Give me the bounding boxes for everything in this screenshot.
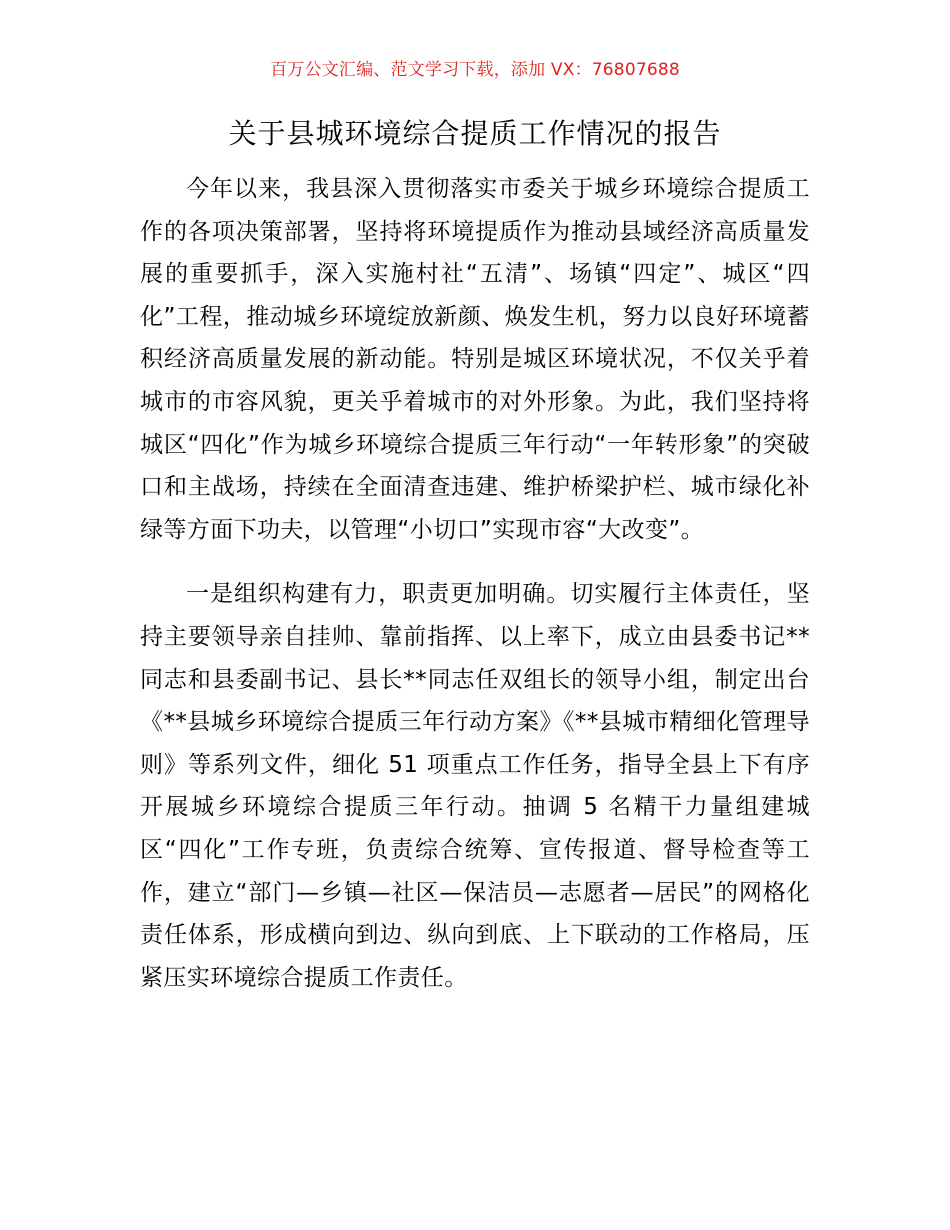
body-paragraph-intro: 今年以来，我县深入贯彻落实市委关于城乡环境综合提质工作的各项决策部署，坚持将环境提质作为推动县域经济高质量发展的重要抓手，深入实施村社“五清”、场镇“四定”、城区“四化”工程，推动城乡环境绽放新颜、焕发生机，努力以良好环境蓄积经济高质量发展的新动能。特别是城区环境状况，不仅关乎着城市的市容风貌，更关乎着城市的对外形象。为此，我们坚持将城区“四化”作为城乡环境综合提质三年行动“一年转形象”的突破口和主战场，持续在全面清查违建、维护桥梁护栏、城市绿化补绿等方面下功夫，以管理“小切口”实现市容“大改变”。 (140, 176, 810, 543)
header-watermark-note: 百万公文汇编、范文学习下载，添加 VX：76807688 (270, 60, 680, 80)
document-title: 关于县城环境综合提质工作情况的报告 (228, 117, 722, 150)
body-paragraph-organization: 一是组织构建有力，职责更加明确。切实履行主体责任，坚持主要领导亲自挂帅、靠前指挥、以上率下，成立由县委书记**同志和县委副书记、县长**同志任双组长的领导小组，制定出台《**县城乡环境综合提质三年行动方案》《**县城市精细化管理导则》等系列文件，细化 51 项重点工作任务，指导全县上下有序开展城乡环境综合提质三年行动。抽调 5 名精干力量组建城区“四化”工作专班，负责综合统筹、宣传报道、督导检查等工作，建立“部门—乡镇—社区—保洁员—志愿者—居民”的网格化责任体系，形成横向到边、纵向到底、上下联动的工作格局，压紧压实环境综合提质工作责任。 (140, 581, 810, 991)
document-body (140, 168, 810, 999)
